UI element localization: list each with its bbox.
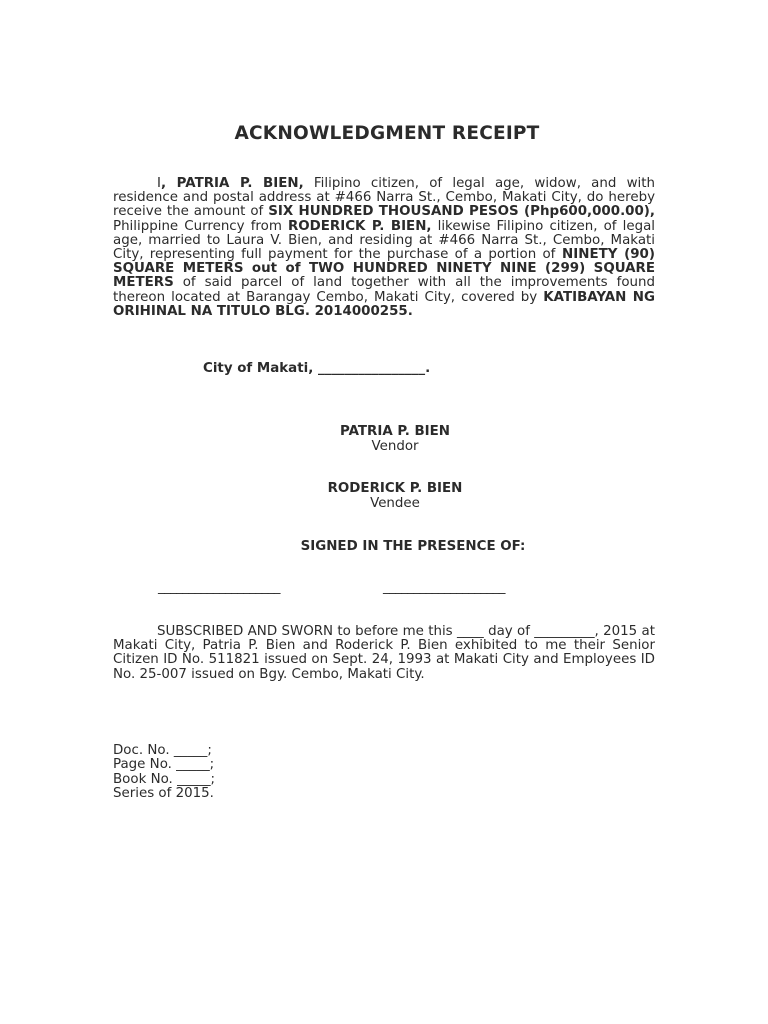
book-number: Book No. _____; <box>113 771 216 787</box>
jurat-paragraph <box>113 625 655 682</box>
receipt-paragraph <box>113 177 655 319</box>
vendee-name: RODERICK P. BIEN <box>327 481 463 496</box>
witness-signature-line-1: ____________________ <box>158 580 280 595</box>
page-number: Page No. _____; <box>113 757 215 773</box>
place-date-line: City of Makati, ________________. <box>203 361 431 376</box>
title-number-text: KATIBAYAN NG ORIHINAL NA TITULO BLG. 2014000255. <box>113 289 655 319</box>
amount-text: SIX HUNDRED THOUSAND PESOS (Php600,000.00), <box>268 204 655 220</box>
doc-number: Doc. No. _____; <box>113 743 212 758</box>
paragraph-text: I <box>157 176 161 191</box>
portion-text: a portion of <box>473 247 556 263</box>
witness-signature-line-2: ____________________ <box>383 580 505 595</box>
vendee-signature-block <box>0 482 768 511</box>
area-text: NINETY (90) SQUARE METERS out of TWO HUNDRED NINETY NINE (299) SQUARE METERS <box>113 247 655 291</box>
vendee-role: Vendee <box>370 495 420 511</box>
series-year: Series of 2015. <box>113 785 214 801</box>
vendor-role: Vendor <box>371 438 419 454</box>
document-title: ACKNOWLEDGMENT RECEIPT <box>234 123 540 144</box>
notarial-register <box>113 744 215 801</box>
vendee-name-inline: RODERICK P. BIEN, <box>287 218 432 234</box>
paragraph-text: Filipino citizen, of legal age, widow, and with residence and postal address at #466 Narra St., Cembo, Makati City, do hereby receive the amount of <box>113 176 656 220</box>
vendor-signature-block <box>0 425 768 454</box>
paragraph-text: likewise Filipino citizen, of legal age, married to Laura V. Bien, and residing at #466 Narra St., Cembo, Makati City, representing full payment for the purchase of <box>113 218 655 263</box>
witness-heading: SIGNED IN THE PRESENCE OF: <box>300 539 526 554</box>
vendor-name-inline: , PATRIA P. BIEN, <box>160 176 304 191</box>
jurat-text: SUBSCRIBED AND SWORN to before me this ____ day of _________, 2015 at Makati City, Patria P. Bien and Roderick P. Bien exhibited to me their Senior Citizen ID No. 511821 issued on Sept. 24, 1993 at Makati City and Employees ID No. 25-007 issued on Bgy. Cembo, Makati City. <box>113 624 655 682</box>
paragraph-text: Philippine Currency from <box>113 218 288 234</box>
vendor-name: PATRIA P. BIEN <box>339 424 450 439</box>
paragraph-text: of said parcel of land together with all the improvements found thereon located at Barangay Cembo, Makati City, covered by <box>113 275 655 305</box>
